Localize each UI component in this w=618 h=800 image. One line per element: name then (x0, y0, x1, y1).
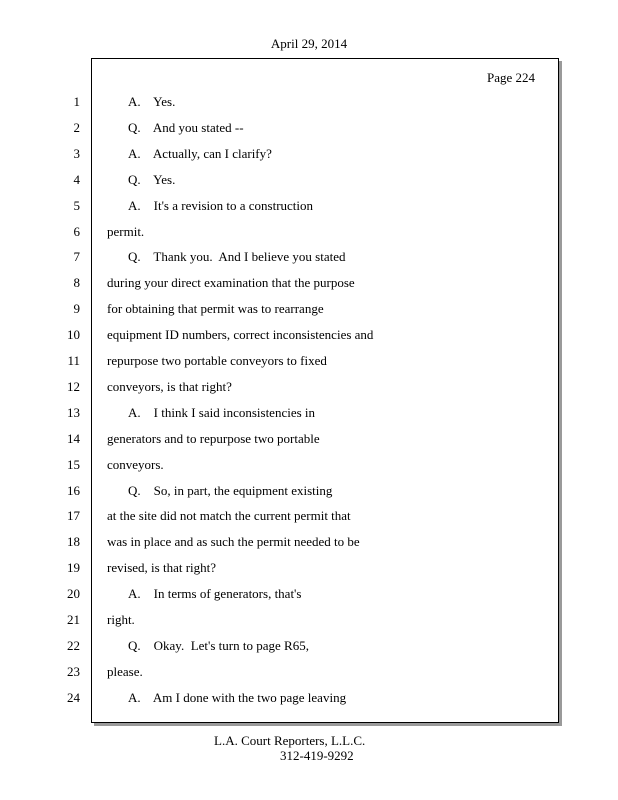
line-number: 14 (67, 431, 80, 446)
line-number: 9 (73, 301, 80, 316)
transcript-line-text: generators and to repurpose two portable (107, 431, 320, 446)
line-number: 24 (67, 690, 80, 705)
line-number: 10 (67, 327, 80, 342)
line-number: 15 (67, 457, 80, 472)
line-number: 1 (73, 94, 80, 109)
transcript-line-text: revised, is that right? (107, 560, 217, 575)
transcript-line-text: Q. And you stated -- (128, 120, 244, 135)
line-number: 22 (67, 638, 80, 653)
line-number: 5 (73, 198, 80, 213)
transcript-line-text: at the site did not match the current permit that (107, 508, 351, 523)
line-number: 8 (73, 275, 80, 290)
page-number: Page 224 (486, 70, 535, 85)
transcript-line-text: Q. So, in part, the equipment existing (128, 483, 333, 498)
line-number: 6 (73, 224, 80, 239)
transcript-line-text: Q. Yes. (128, 172, 176, 187)
transcript-line-text: A. It's a revision to a construction (128, 198, 314, 213)
line-number: 11 (67, 353, 80, 368)
transcript-line-text: Q. Thank you. And I believe you stated (128, 249, 346, 264)
transcript-line-text: A. Am I done with the two page leaving (128, 690, 347, 705)
line-number: 7 (73, 249, 80, 264)
transcript-line-text: for obtaining that permit was to rearrange (107, 301, 324, 316)
transcript-line-text: conveyors. (107, 457, 164, 472)
transcript-line-text: A. Actually, can I clarify? (128, 146, 272, 161)
transcript-line-text: Q. Okay. Let's turn to page R65, (128, 638, 309, 653)
transcript-line-text: repurpose two portable conveyors to fixed (107, 353, 327, 368)
line-number: 4 (73, 172, 80, 187)
line-number: 3 (73, 146, 80, 161)
line-number: 16 (67, 483, 80, 498)
line-number: 18 (67, 534, 80, 549)
line-number: 19 (67, 560, 80, 575)
court-reporter-name: L.A. Court Reporters, L.L.C. (214, 733, 366, 748)
line-number: 12 (67, 379, 80, 394)
line-number: 13 (67, 405, 80, 420)
transcript-line-text: right. (107, 612, 135, 627)
transcript-line-text: during your direct examination that the purpose (107, 275, 355, 290)
transcript-line-text: A. Yes. (128, 94, 176, 109)
transcript-line-text: permit. (107, 224, 145, 239)
transcript-date: April 29, 2014 (270, 36, 348, 51)
line-number: 17 (67, 508, 80, 523)
line-number: 2 (73, 120, 80, 135)
transcript-line-text: please. (107, 664, 143, 679)
transcript-line-text: was in place and as such the permit needed to be (107, 534, 360, 549)
line-number: 21 (67, 612, 80, 627)
line-number: 23 (67, 664, 80, 679)
transcript-line-text: equipment ID numbers, correct inconsistencies and (107, 327, 374, 342)
court-reporter-phone: 312-419-9292 (280, 748, 354, 763)
transcript-line-text: A. I think I said inconsistencies in (128, 405, 316, 420)
transcript-line-text: conveyors, is that right? (107, 379, 232, 394)
transcript-line-text: A. In terms of generators, that's (128, 586, 302, 601)
line-number: 20 (67, 586, 80, 601)
